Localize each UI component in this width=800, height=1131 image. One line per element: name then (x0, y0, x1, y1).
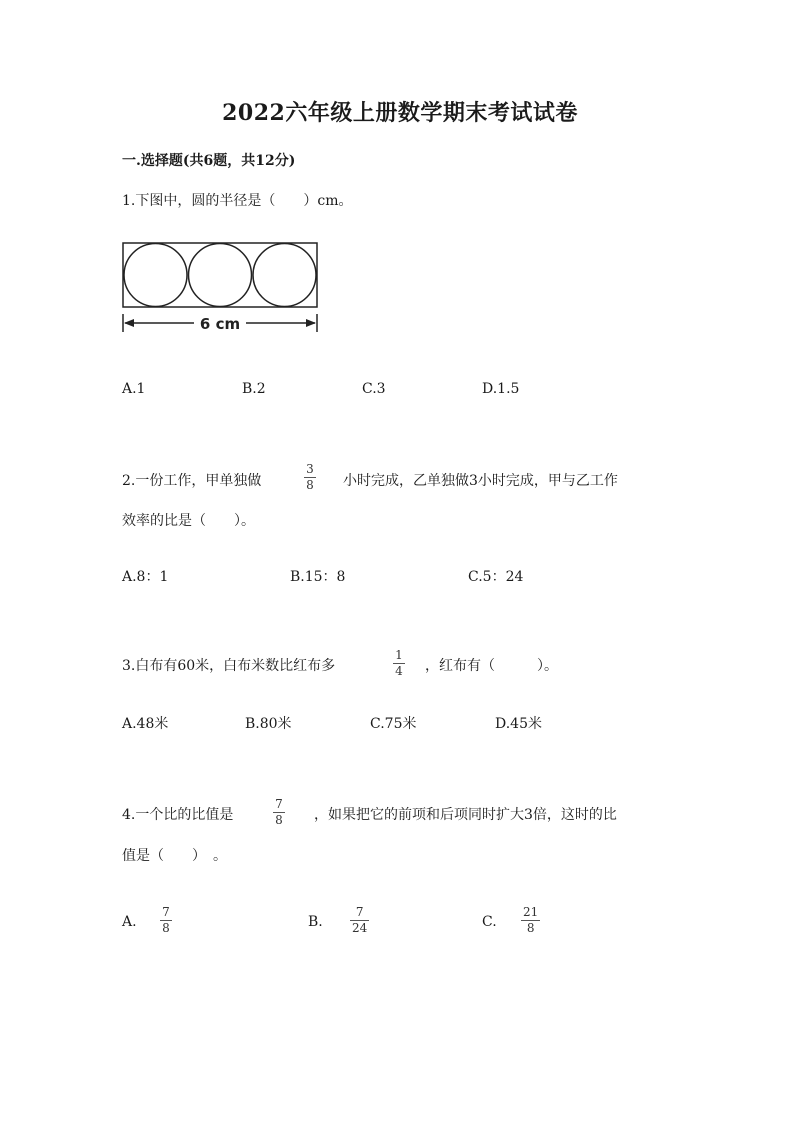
question-4-option-c-label[interactable]: C. (482, 914, 497, 930)
question-3-option-d[interactable]: D.45米 (495, 716, 542, 732)
question-1-option-d[interactable]: D.1.5 (482, 381, 520, 397)
question-3-option-b[interactable]: B.80米 (245, 716, 292, 732)
figure-circle (124, 244, 187, 307)
figure-circle (253, 244, 316, 307)
fraction-numerator: 7 (275, 797, 283, 811)
question-3-option-a[interactable]: A.48米 (122, 716, 169, 732)
question-2-option-a[interactable]: A.8：1 (122, 569, 169, 585)
question-4-option-a-fraction[interactable] (160, 906, 172, 935)
fraction-denominator: 8 (526, 921, 535, 935)
question-1-option-a[interactable]: A.1 (122, 381, 146, 397)
fraction-denominator: 8 (306, 478, 314, 492)
question-1-text: 1.下图中，圆的半径是（ ）cm。 (122, 193, 353, 209)
question-1-option-b[interactable]: B.2 (242, 381, 266, 397)
fraction-numerator: 21 (523, 905, 539, 919)
question-2-text-end: 小时完成，乙单独做3小时完成，甲与乙工作 (343, 473, 618, 489)
question-4-option-b-label[interactable]: B. (308, 914, 323, 930)
question-2-option-c[interactable]: C.5：24 (468, 569, 524, 585)
question-2-text-start: 2.一份工作，甲单独做 (122, 473, 262, 489)
question-2-text-line2: 效率的比是（ ）。 (122, 513, 255, 529)
fraction-denominator: 24 (352, 921, 368, 935)
question-4-fraction (273, 798, 285, 827)
question-4-text-end: ，如果把它的前项和后项同时扩大3倍，这时的比 (314, 807, 617, 823)
question-4-option-c-fraction[interactable] (521, 906, 540, 935)
arrowhead-right-icon (306, 319, 316, 327)
figure-circle (189, 244, 252, 307)
question-2-fraction (304, 463, 316, 492)
fraction-denominator: 8 (162, 921, 170, 935)
question-2-option-b[interactable]: B.15：8 (290, 569, 346, 585)
page-title: 2022六年级上册数学期末考试试卷 (222, 100, 578, 126)
fraction-numerator: 7 (355, 905, 364, 919)
question-4-text-start: 4.一个比的比值是 (122, 807, 234, 823)
question-3-text-start: 3.白布有60米，白布米数比红布多 (122, 658, 336, 674)
figure-rectangle (123, 243, 317, 307)
question-4-option-b-fraction[interactable] (350, 906, 369, 935)
fraction-numerator: 7 (162, 905, 170, 919)
fraction-denominator: 4 (395, 664, 403, 678)
arrowhead-left-icon (124, 319, 134, 327)
figure-dimension-label: 6 cm (199, 315, 241, 333)
question-3-text-end: ，红布有（ ）。 (425, 658, 558, 674)
question-3-fraction (393, 649, 405, 678)
question-4-text-line2: 值是（ ） 。 (122, 848, 227, 864)
question-3-option-c[interactable]: C.75米 (370, 716, 417, 732)
question-4-option-a-label[interactable]: A. (122, 914, 137, 930)
question-1-option-c[interactable]: C.3 (362, 381, 386, 397)
fraction-denominator: 8 (275, 813, 283, 827)
section-heading: 一.选择题(共6题，共12分) (122, 153, 296, 169)
question-1-figure (118, 238, 322, 338)
fraction-numerator: 1 (395, 648, 403, 662)
fraction-numerator: 3 (306, 462, 314, 476)
